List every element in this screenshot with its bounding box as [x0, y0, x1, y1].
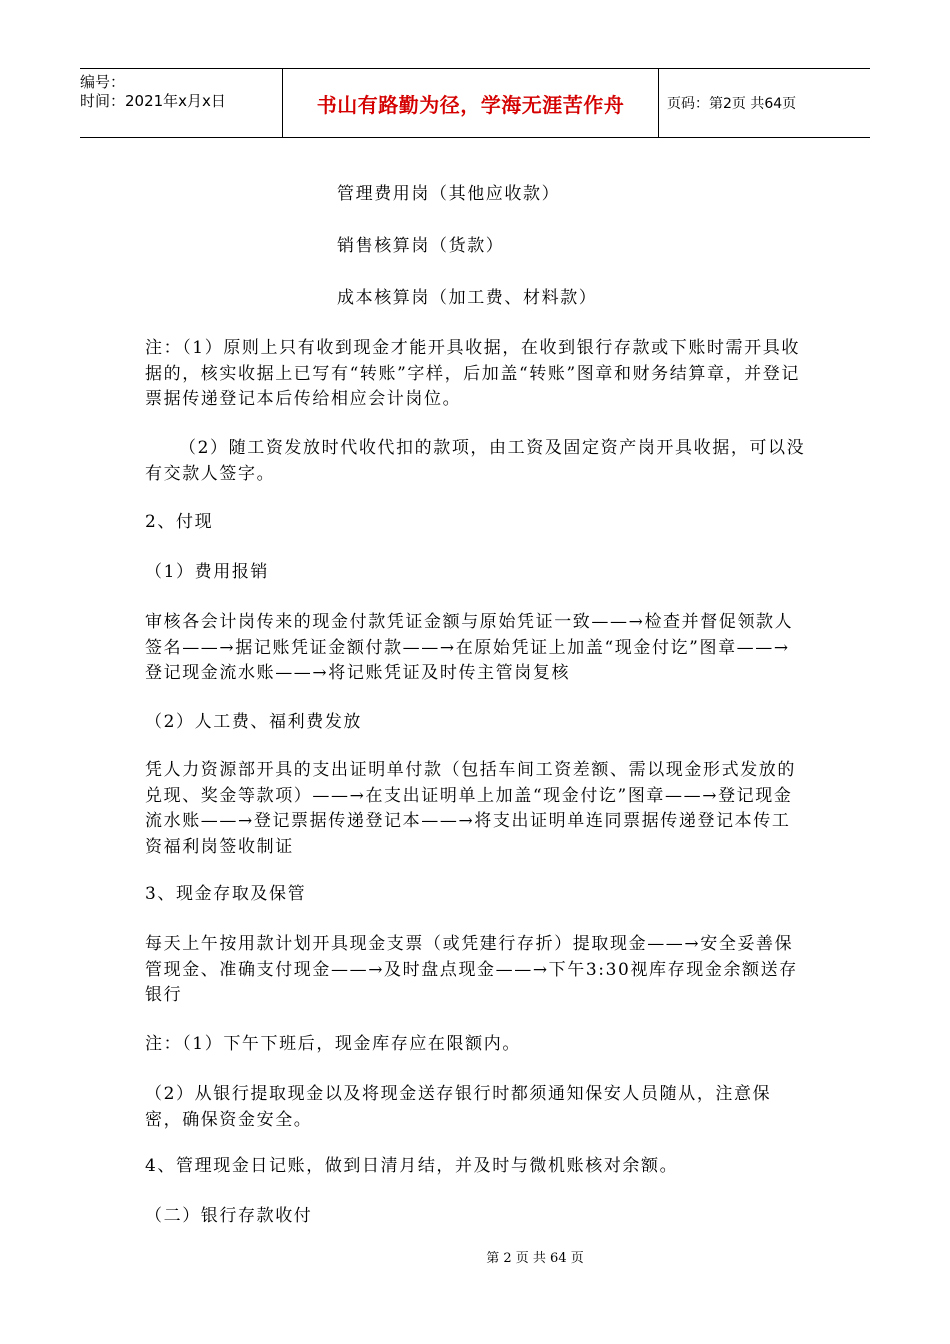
paragraph: 注：（1）原则上只有收到现金才能开具收据，在收到银行存款或下账时需开具收据的，核实收据上已写有“转账”字样，后加盖“转账”图章和财务结算章，并登记票据传递登记本后传给相应会计岗位。 — [145, 338, 800, 409]
page-footer — [0, 1247, 950, 1266]
paragraph: （2）人工费、福利费发放 — [145, 712, 363, 732]
header-meta — [80, 69, 283, 137]
paragraph: 审核各会计岗传来的现金付款凭证金额与原始凭证一致——→检查并督促领款人签名——→据记账凭证金额付款——→在原始凭证上加盖“现金付讫”图章——→登记现金流水账——→将记账凭证及时传主管岗复核 — [145, 612, 794, 683]
header-motto: 书山有路勤为径，学海无涯苦作舟 — [283, 69, 659, 137]
footer-page-number: 第 2 页 共 64 页 — [486, 1251, 584, 1266]
document-number-label: 编号： — [80, 73, 126, 91]
paragraph: 销售核算岗（货款） — [337, 236, 505, 256]
paragraph: 成本核算岗（加工费、材料款） — [337, 288, 598, 308]
paragraph: （1）费用报销 — [145, 562, 270, 582]
paragraph: （二）银行存款收付 — [145, 1206, 313, 1226]
paragraph: （2）随工资发放时代收代扣的款项，由工资及固定资产岗开具收据，可以没有交款人签字。 — [145, 438, 806, 484]
paragraph: 注：（1）下午下班后，现金库存应在限额内。 — [145, 1034, 521, 1054]
header-page-info: 页码：第2页 共64页 — [667, 96, 797, 112]
paragraph: 每天上午按用款计划开具现金支票（或凭建行存折）提取现金——→安全妥善保管现金、准确支付现金——→及时盘点现金——→下午3:30视库存现金余额送存银行 — [145, 934, 798, 1005]
page-header — [80, 68, 870, 138]
paragraph: 3、现金存取及保管 — [145, 884, 307, 904]
paragraph: 凭人力资源部开具的支出证明单付款（包括车间工资差额、需以现金形式发放的兑现、奖金等款项）——→在支出证明单上加盖“现金付讫”图章——→登记现金流水账——→登记票据传递登记本——→将支出证明单连同票据传递登记本传工资福利岗签收制证 — [145, 760, 796, 857]
paragraph: （2）从银行提取现金以及将现金送存银行时都须通知保安人员随从，注意保密，确保资金安全。 — [145, 1084, 772, 1130]
paragraph: 4、管理现金日记账，做到日清月结，并及时与微机账核对余额。 — [145, 1156, 679, 1176]
document-date: 时间：2021年x月x日 — [80, 92, 226, 110]
paragraph: 2、付现 — [145, 512, 214, 532]
paragraph: 管理费用岗（其他应收款） — [337, 184, 561, 204]
